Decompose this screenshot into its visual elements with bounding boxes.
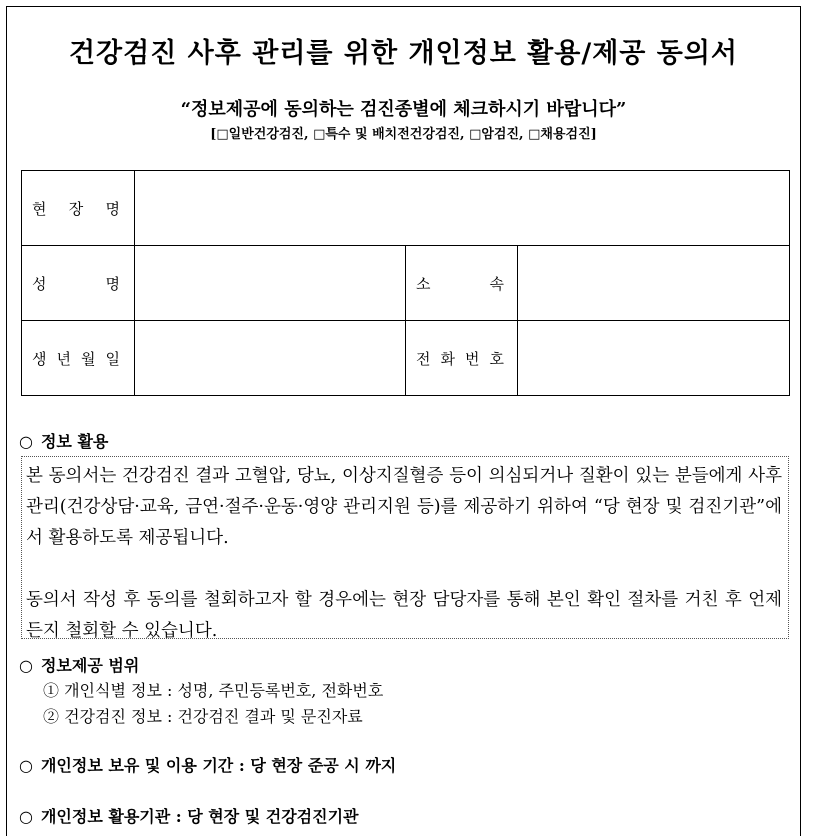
- section-info-use-heading: ○ 정보 활용: [19, 432, 109, 451]
- table-row: [22, 171, 790, 246]
- info-use-paragraph-1: 본 동의서는 건강검진 결과 고혈압, 당뇨, 이상지질혈증 등이 의심되거나 질환이 있는 분들에게 사후관리(건강상담·교육, 금연·절주·운동·영양 관리지원 등)를 제공하기 위하여 “당 현장 및 검진기관”에서 활용하도록 제공됩니다.: [26, 466, 782, 548]
- label-cancer-exam: 암검진: [481, 127, 520, 142]
- phone-label: 전 화 번 호: [406, 321, 518, 396]
- list-item: ① 개인식별 정보 : 성명, 주민등록번호, 전화번호: [43, 681, 384, 700]
- phone-field[interactable]: [518, 321, 790, 396]
- label-employment-exam: 채용검진: [540, 127, 591, 142]
- page-title: 건강검진 사후 관리를 위한 개인정보 활용/제공 동의서: [68, 38, 739, 69]
- label-general-exam: 일반건강검진: [228, 127, 304, 142]
- scope-list: [43, 678, 383, 730]
- name-label: 성 명: [22, 246, 135, 321]
- info-use-paragraph-2: 동의서 작성 후 동의를 철회하고자 할 경우에는 현장 담당자를 통해 본인 확인 절차를 거친 후 언제든지 철회할 수 있습니다.: [26, 590, 782, 641]
- checkbox-employment-exam[interactable]: □: [528, 127, 541, 142]
- name-field[interactable]: [135, 246, 406, 321]
- instruction-subtitle: “정보제공에 동의하는 검진종별에 체크하시기 바랍니다”: [180, 99, 627, 120]
- checkbox-cancer-exam[interactable]: □: [469, 127, 482, 142]
- consent-form-page: [6, 6, 801, 836]
- affiliation-label: 소 속: [406, 246, 518, 321]
- table-row: [22, 321, 790, 396]
- section-scope-heading: ○ 정보제공 범위: [19, 656, 140, 675]
- table-row: [22, 246, 790, 321]
- site-name-label: 현 장 명: [22, 171, 135, 246]
- label-special-exam: 특수 및 배치전건강검진: [325, 127, 460, 142]
- birthdate-field[interactable]: [135, 321, 406, 396]
- section-using-agency: ○ 개인정보 활용기관 : 당 현장 및 건강검진기관: [19, 807, 359, 826]
- checkbox-special-exam[interactable]: □: [313, 127, 326, 142]
- birthdate-label: 생 년 월 일: [22, 321, 135, 396]
- section-retention-period: ○ 개인정보 보유 및 이용 기간 : 당 현장 준공 시 까지: [19, 756, 397, 775]
- affiliation-field[interactable]: [518, 246, 790, 321]
- checkbox-general-exam[interactable]: □: [216, 127, 229, 142]
- list-item: ② 건강검진 정보 : 건강검진 결과 및 문진자료: [43, 707, 363, 726]
- info-use-text-box: [21, 456, 789, 639]
- exam-type-checklist: [□일반건강검진, □특수 및 배치전건강검진, □암검진, □채용검진]: [210, 127, 597, 142]
- site-name-field[interactable]: [135, 171, 790, 246]
- personal-info-table: [21, 170, 790, 396]
